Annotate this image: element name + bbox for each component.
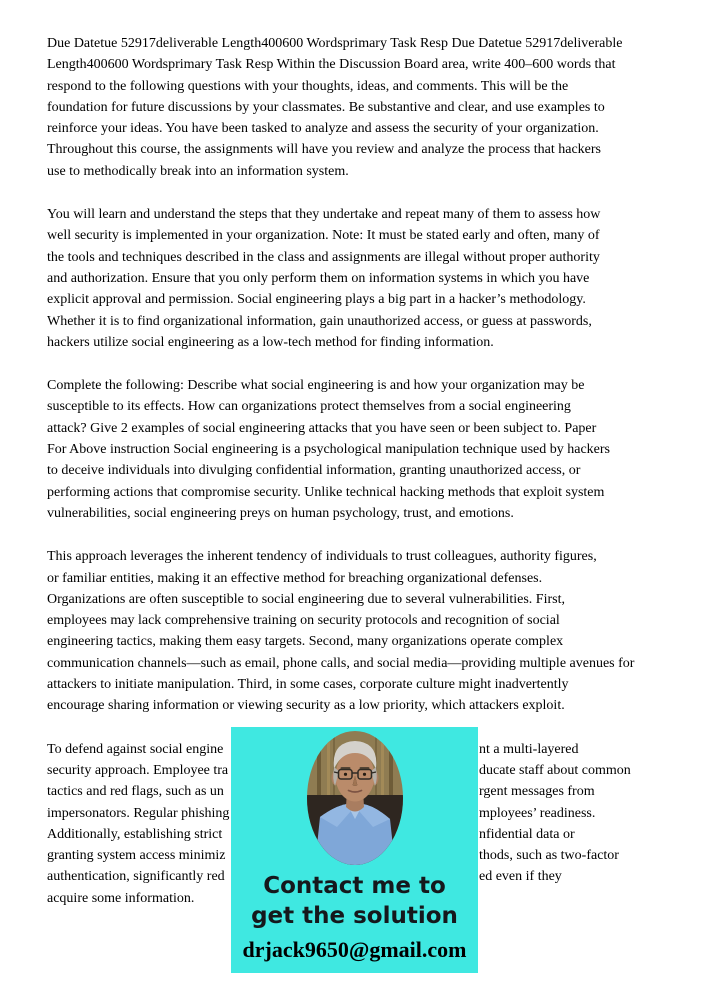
text-line: For Above instruction Social engineering is a psychological manipulation technique used by hackers [47,442,610,458]
text-line: Length400600 Wordsprimary Task Resp Within the Discussion Board area, write 400–600 words that [47,57,616,73]
text-line: Complete the following: Describe what social engineering is and how your organization may be [47,378,585,394]
text-fragment-right: nfidential data or [479,826,575,842]
contact-email: drjack9650@gmail.com [242,937,467,962]
text-fragment-left: granting system access minimiz [47,848,226,864]
text-line: encourage sharing information or viewing security as a low priority, which attackers exploit. [47,698,565,714]
paragraph-1 [47,33,665,182]
text-line: Throughout this course, the assignments will have you review and analyze the process that hackers [47,142,602,158]
contact-overlay-card [231,727,478,973]
text-fragment-left: security approach. Employee tra [47,762,229,778]
paragraph-2 [47,204,665,353]
text-line: communication channels—such as email, phone calls, and social media—providing multiple avenues for [47,655,635,671]
text-line: reinforce your ideas. You have been tasked to analyze and assess the security of your organization. [47,121,599,137]
text-line: attackers to initiate manipulation. Third, in some cases, corporate culture might inadvertently [47,677,569,693]
text-fragment-left: impersonators. Regular phishing [47,805,230,821]
text-fragment-right: rgent messages from [479,784,595,800]
text-line: performing actions that compromise security. Unlike technical hacking methods that exploit system [47,484,605,500]
paragraph-3 [47,375,665,524]
text-line: susceptible to its effects. How can organizations protect themselves from a social engineering [47,399,571,415]
contact-heading-line2: get the solution [251,903,458,929]
text-line: or familiar entities, making it an effective method for breaching organizational defenses. [47,570,543,586]
text-line: use to methodically break into an information system. [47,163,349,179]
text-fragment-right: mployees’ readiness. [479,805,596,821]
text-line: Organizations are often susceptible to social engineering due to several vulnerabilities. First, [47,591,565,607]
portrait-photo [307,731,403,865]
contact-heading-line1: Contact me to [263,873,446,899]
text-fragment-left: To defend against social engine [47,741,224,757]
paragraph-4 [47,546,665,716]
text-fragment-right: thods, such as two-factor [479,848,619,864]
text-fragment-right: nt a multi-layered [479,741,579,757]
text-fragment-left: tactics and red flags, such as un [47,784,224,800]
text-line: Due Datetue 52917deliverable Length400600 Wordsprimary Task Resp Due Datetue 52917deliverable [47,36,623,51]
text-fragment-left: Additionally, establishing strict [47,826,223,842]
text-line: This approach leverages the inherent tendency of individuals to trust colleagues, authority figures, [47,549,597,565]
text-fragment-right: ed even if they [479,869,562,885]
text-line: hackers utilize social engineering as a low-tech method for finding information. [47,334,494,350]
text-fragment-left: acquire some information. [47,890,195,906]
text-line: vulnerabilities, social engineering preys on human psychology, trust, and emotions. [47,505,514,521]
text-line: engineering tactics, making them easy targets. Second, many organizations operate complex [47,634,564,650]
text-line: explicit approval and permission. Social engineering plays a big part in a hacker’s methodology. [47,292,586,308]
text-line: Whether it is to find organizational information, gain unauthorized access, or guess at passwords, [47,313,592,329]
contact-heading [251,871,458,931]
text-line: employees may lack comprehensive training on security protocols and recognition of social [47,613,560,629]
text-line: the tools and techniques described in the class and assignments are illegal without proper authority [47,249,600,265]
text-fragment-right: ducate staff about common [479,762,631,778]
text-line: attack? Give 2 examples of social engineering attacks that you have seen or been subject to. Paper [47,420,597,436]
text-line: You will learn and understand the steps that they undertake and repeat many of them to assess how [47,207,601,223]
text-line: respond to the following questions with your thoughts, ideas, and comments. This will be the [47,78,569,94]
text-line: foundation for future discussions by your classmates. Be substantive and clear, and use examples to [47,99,605,115]
text-fragment-left: authentication, significantly red [47,869,225,885]
text-line: well security is implemented in your organization. Note: It must be stated early and often, many of [47,228,600,244]
text-line: and authorization. Ensure that you only perform them on information systems in which you have [47,270,590,286]
text-line: to deceive individuals into divulging confidential information, granting unauthorized access, or [47,463,581,479]
